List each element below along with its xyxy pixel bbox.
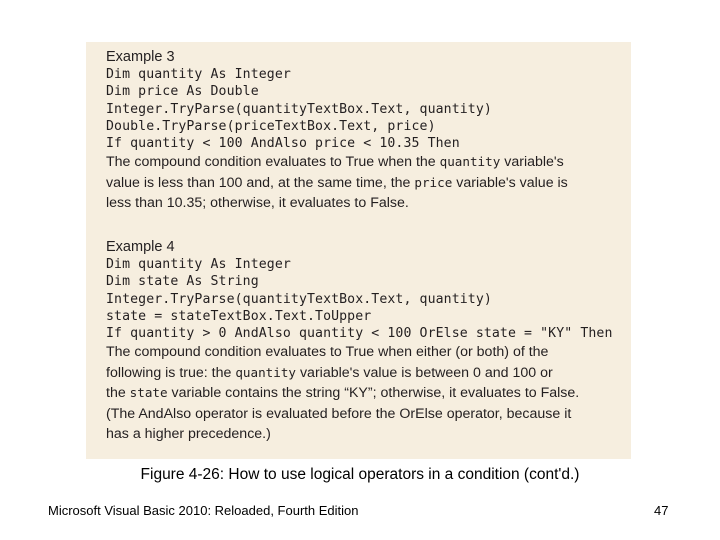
example-4-description [106,342,613,445]
description-line [106,363,613,384]
example-3 [106,49,568,214]
code-line: state = stateTextBox.Text.ToUpper [106,308,372,324]
code-line: Double.TryParse(priceTextBox.Text, price) [106,118,436,134]
text: variable's [500,154,564,171]
inline-code: quantity [439,154,501,170]
text: The compound condition evaluates to True when the [106,154,440,171]
description-line: (The AndAlso operator is evaluated before the OrElse operator, because it [106,405,572,422]
text: variable contains the string “KY”; otherwise, it evaluates to False. [167,385,580,402]
inline-code: quantity [235,364,297,380]
description-line: less than 10.35; otherwise, it evaluates to False. [106,195,409,212]
description-line [106,173,568,194]
code-line: If quantity < 100 AndAlso price < 10.35 Then [106,136,460,152]
code-line: If quantity > 0 AndAlso quantity < 100 OrElse state = "KY" Then [106,326,613,342]
footer-book-title: Microsoft Visual Basic 2010: Reloaded, Fourth Edition [48,503,359,518]
description-line [106,383,613,404]
code-line: Dim quantity As Integer [106,67,291,82]
text: following is true: the [106,364,236,381]
page-number: 47 [654,503,669,518]
code-line: Dim quantity As Integer [106,257,291,272]
text: the [106,385,130,402]
example-3-heading: Example 3 [106,49,175,65]
text: value is less than 100 and, at the same time, the [106,174,415,191]
code-line: Integer.TryParse(quantityTextBox.Text, quantity) [106,291,492,307]
text: variable's value is [452,174,568,191]
code-line: Dim price As Double [106,84,259,100]
figure-panel [86,42,631,459]
description-line: has a higher precedence.) [106,426,271,443]
inline-code: state [129,385,168,401]
figure-caption: Figure 4-26: How to use logical operators in a condition (cont'd.) [140,466,580,483]
description-line: The compound condition evaluates to True when either (or both) of the [106,344,549,361]
description-line [106,152,568,173]
code-line: Dim state As String [106,274,259,290]
example-4-heading: Example 4 [106,239,175,255]
text: variable's value is between 0 and 100 or [296,364,553,381]
inline-code: price [414,174,453,190]
code-line: Integer.TryParse(quantityTextBox.Text, quantity) [106,101,492,117]
example-3-description [106,152,568,214]
example-4 [106,239,613,445]
